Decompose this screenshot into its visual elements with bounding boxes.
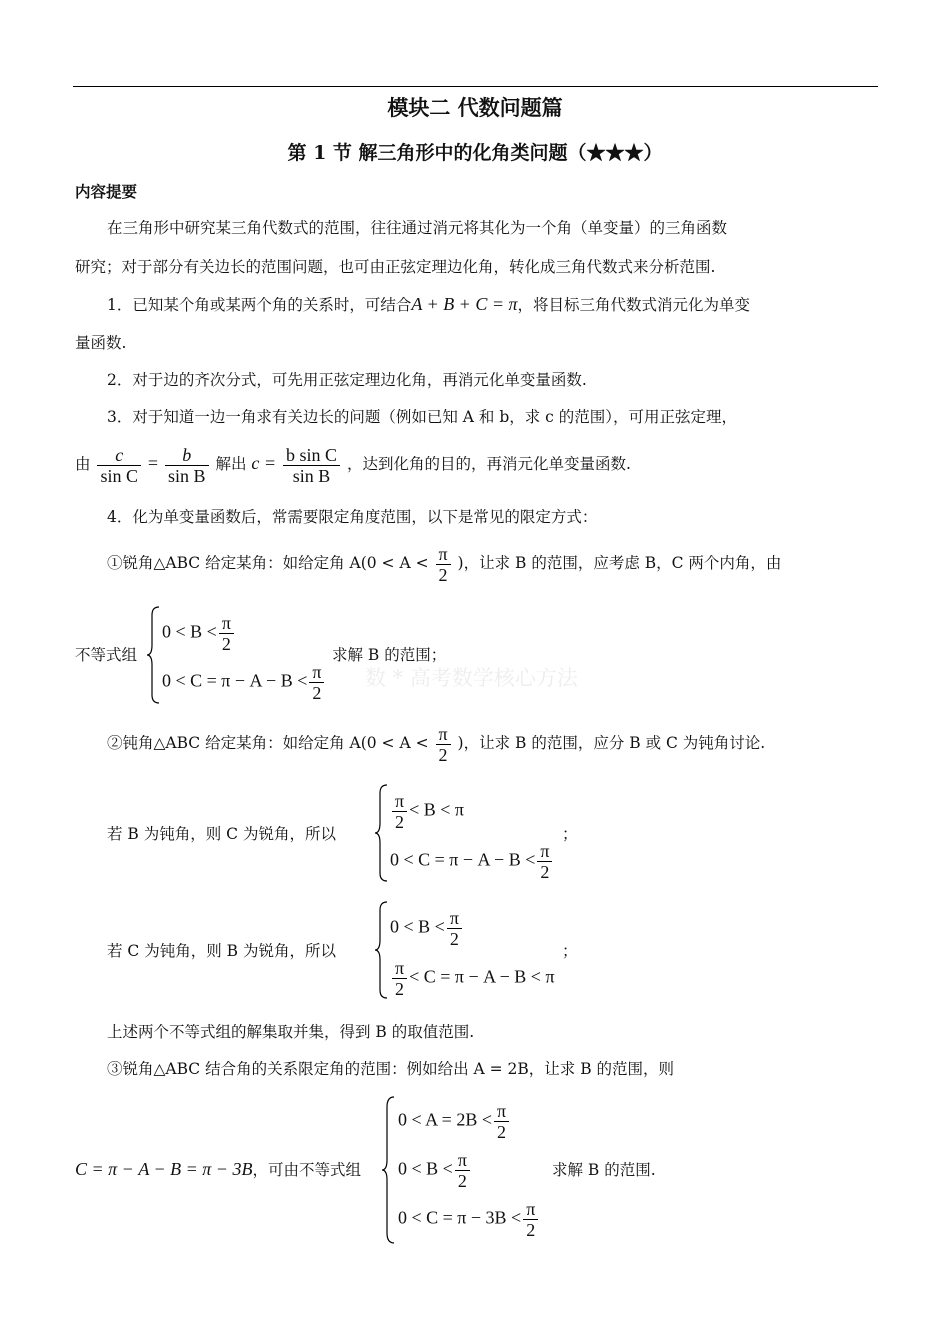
section-title: 第 1 节 解三角形中的化角类问题（★★★） <box>287 142 663 164</box>
system-1-row-2: 0 < C = π − A − B < $\frac{\pi}{2}$ <box>162 662 326 703</box>
fraction-b-over-sinB: $\frac{b}{\text{sin B}}$ <box>165 445 209 486</box>
case-3-after: 求解 B 的范围. <box>552 1161 656 1179</box>
brace-system-3 <box>374 900 390 1000</box>
intro-line-1: 在三角形中研究某三角代数式的范围，往往通过消元将其化为一个角（单变量）的三角函数 <box>107 219 728 237</box>
system-3-row-2: $\frac{\pi}{2}$ < C = π − A − B < π <box>390 958 555 999</box>
summary-heading: 内容提要 <box>75 182 138 201</box>
intro-line-2: 研究；对于部分有关边长的范围问题，也可由正弦定理边化角，转化成三角代数式来分析范围. <box>75 258 716 276</box>
fraction-pi-over-2: $\frac{\pi}{2}$ <box>436 544 451 585</box>
item-1-line-2: 量函数. <box>75 334 127 352</box>
union-line: 上述两个不等式组的解集取并集，得到 B 的取值范围. <box>107 1023 475 1041</box>
case-2-line: ②钝角△ABC 给定某角：如给定角 A(0 < A < $\frac{\pi}{2}$ )，让求 B 的范围，应分 B 或 C 为钝角讨论. <box>107 723 766 765</box>
case-1-line: ①锐角△ABC 给定某角：如给定角 A(0 < A < $\frac{\pi}{2}$ )，让求 B 的范围，应考虑 B，C 两个内角，由 <box>107 543 782 585</box>
case-3-line-1: ③锐角△ABC 结合角的关系限定角的范围：例如给出 A = 2B，让求 B 的范围，则 <box>107 1060 675 1078</box>
item-1-formula: A + B + C = π <box>411 294 518 314</box>
fraction-c-over-sinC: $\frac{c}{\text{sin C}}$ <box>97 445 141 486</box>
top-rule <box>73 86 878 87</box>
brace-system-4 <box>381 1095 397 1245</box>
system-3-row-1: 0 < B < $\frac{\pi}{2}$ <box>390 908 464 949</box>
system-1-row-1: 0 < B < $\frac{\pi}{2}$ <box>162 613 236 654</box>
item-3-line-1: 3．对于知道一边一角求有关边长的问题（例如已知 A 和 b，求 c 的范围），可用正弦定理， <box>107 408 738 426</box>
item-1-line-1: 1．已知某个角或某两个角的关系时，可结合A + B + C = π，将目标三角代数式消元化为单变 <box>107 294 751 314</box>
fraction-bsinC-over-sinB: $\frac{\text{b sin C}}{\text{sin B}}$ <box>283 445 340 486</box>
fraction-pi-over-2: $\frac{\pi}{2}$ <box>436 724 451 765</box>
brace-system-2 <box>374 783 390 883</box>
module-title: 模块二 代数问题篇 <box>387 95 563 120</box>
watermark: 数 * 高考数学核心方法 <box>365 666 578 690</box>
system-2-row-1: $\frac{\pi}{2}$ < B < π <box>390 791 464 832</box>
system-4-row-3: 0 < C = π − 3B < $\frac{\pi}{2}$ <box>398 1199 540 1240</box>
brace-system-1 <box>146 605 162 705</box>
case-2-ii-label: 若 C 为钝角，则 B 为锐角，所以 <box>107 942 336 960</box>
system-4-row-1: 0 < A = 2B < $\frac{\pi}{2}$ <box>398 1101 511 1142</box>
item-2: 2．对于边的齐次分式，可先用正弦定理边化角，再消元化单变量函数. <box>107 371 587 389</box>
case-2-i-label: 若 B 为钝角，则 C 为锐角，所以 <box>107 825 336 843</box>
item-3-line-2: 由 $\frac{c}{\text{sin C}}$ = $\frac{b}{\text{sin B}}$ 解出 c = $\frac{\text{b sin C}}{\text{sin B}}$ ，达到化角的目的，再消元化单变量函数. <box>75 444 631 486</box>
case-2-ii-semicolon: ； <box>562 942 578 960</box>
case-2-i-semicolon: ； <box>562 825 578 843</box>
system-4-row-2: 0 < B < $\frac{\pi}{2}$ <box>398 1150 472 1191</box>
case-1-label: 不等式组 <box>75 646 138 664</box>
system-2-row-2: 0 < C = π − A − B < $\frac{\pi}{2}$ <box>390 841 554 882</box>
case-3-line-2: C = π − A − B = π − 3B，可由不等式组 <box>75 1159 361 1179</box>
item-4: 4．化为单变量函数后，常需要限定角度范围，以下是常见的限定方式： <box>107 508 598 526</box>
case-1-after: 求解 B 的范围； <box>332 646 447 664</box>
